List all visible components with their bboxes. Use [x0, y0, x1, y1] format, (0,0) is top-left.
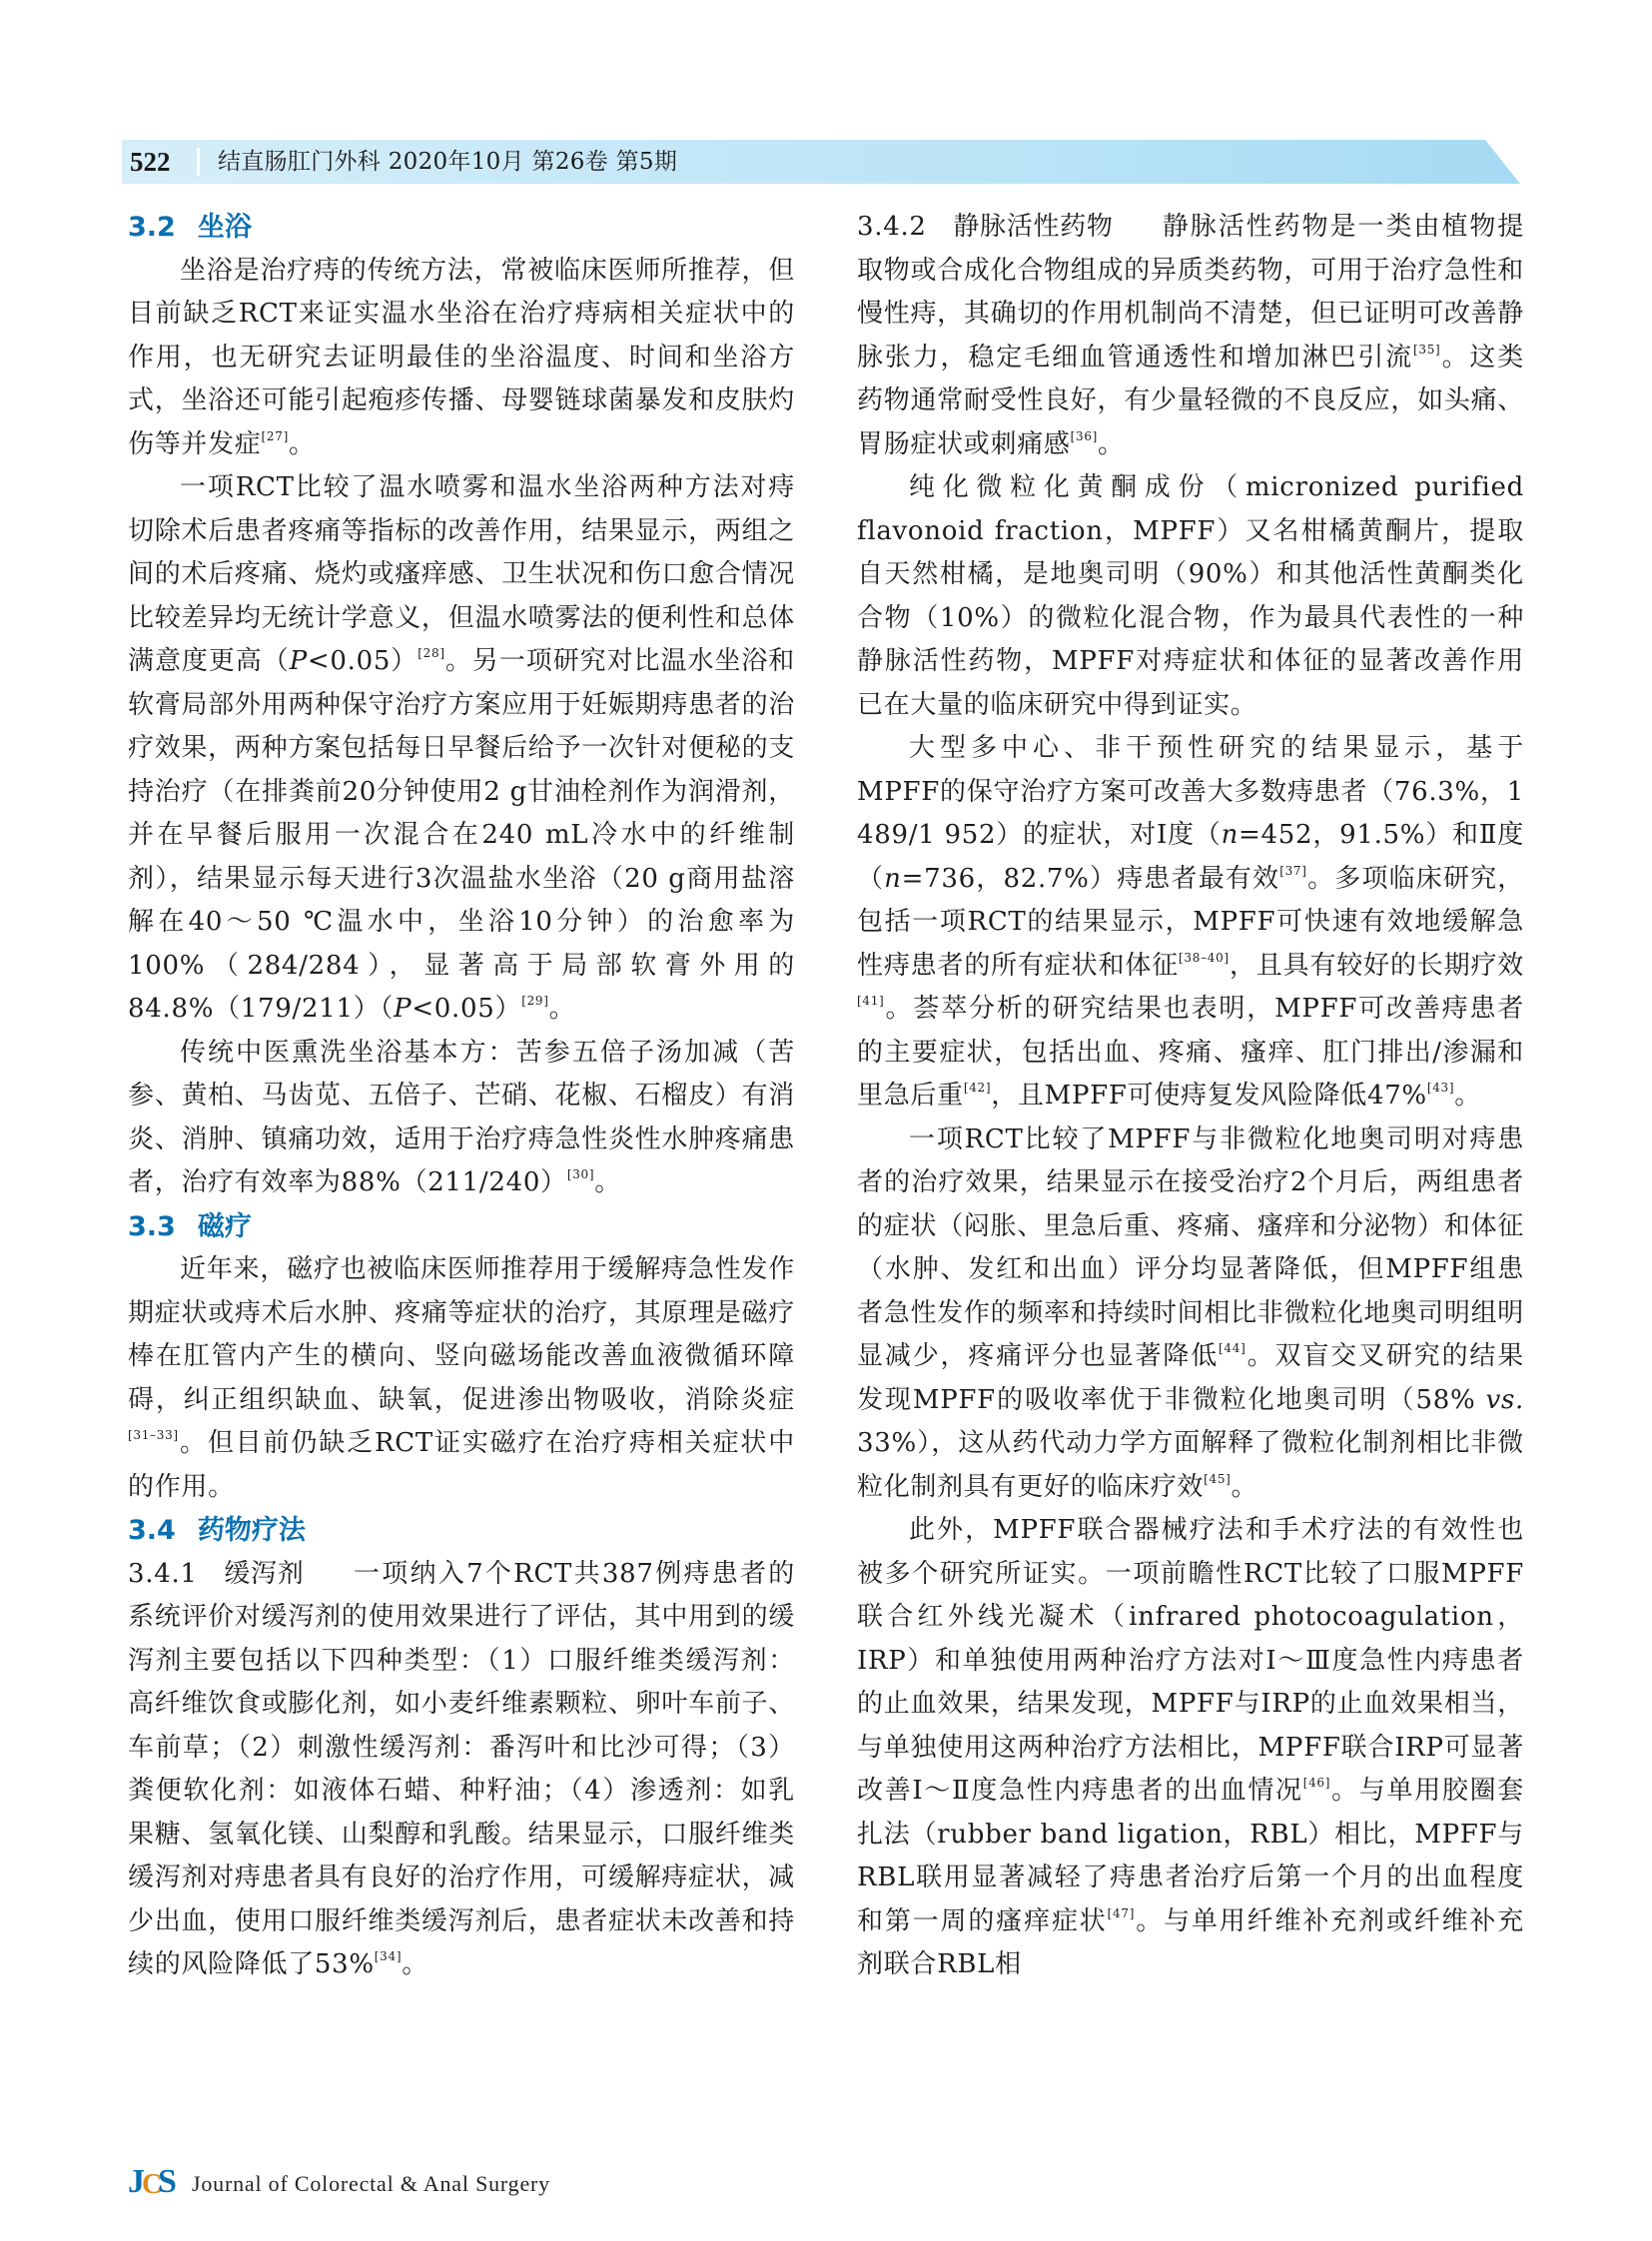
- paragraph-rct-sitz-bath: 一项RCT比较了温水喷雾和温水坐浴两种方法对痔切除术后患者疼痛等指标的改善作用，结果显示，两组之间的术后疼痛、烧灼或瘙痒感、卫生状况和伤口愈合情况比较差异均无统计学意义，但温水喷雾法的便利性和总体满意度更高（P<0.05）[28]。另一项研究对比温水坐浴和软膏局部外用两种保守治疗方案应用于妊娠期痔患者的治疗效果，两种方案包括每日早餐后给予一次针对便秘的支持治疗（在排粪前20分钟使用2 g甘油栓剂作为润滑剂，并在早餐后服用一次混合在240 mL冷水中的纤维制剂），结果显示每天进行3次温盐水坐浴（20 g商用盐溶解在40～50 ℃温水中，坐浴10分钟）的治愈率为100%（284/284），显著高于局部软膏外用的84.8%（179/211）（P<0.05）[29]。: [128, 472, 795, 1024]
- logo-letter-j: J: [128, 2163, 145, 2200]
- citation[interactable]: [45]: [1204, 1471, 1232, 1486]
- citation[interactable]: [34]: [374, 1949, 403, 1963]
- citation[interactable]: [37]: [1279, 863, 1307, 878]
- citation[interactable]: [41]: [857, 994, 885, 1008]
- page-number: 522: [130, 147, 171, 177]
- section-title: 坐浴: [197, 212, 252, 243]
- citation[interactable]: [42]: [963, 1081, 992, 1095]
- section-3-2-heading: [128, 206, 795, 250]
- citation[interactable]: [43]: [1426, 1081, 1455, 1095]
- paragraph-venoactive-drugs: 3.4.2 静脉活性药物 静脉活性药物是一类由植物提取物或合成化合物组成的异质类药物，可用于治疗急性和慢性痔，其确切的作用机制尚不清楚，但已证明可改善静脉张力，稳定毛细血管通透性和增加淋巴引流[35]。这类药物通常耐受性良好，有少量轻微的不良反应，如头痛、胃肠症状或刺痛感[36]。: [857, 206, 1524, 466]
- subsection-3-4-1-title: 3.4.1 缓泻剂: [128, 1558, 305, 1589]
- section-title: 磁疗: [197, 1210, 252, 1242]
- logo-letter-c: C: [142, 2169, 163, 2200]
- citation[interactable]: [38–40]: [1179, 950, 1230, 965]
- section-number: 3.4: [128, 1515, 176, 1546]
- citation[interactable]: [44]: [1219, 1341, 1246, 1355]
- paragraph-tcm-sitz-bath: 传统中医熏洗坐浴基本方：苦参五倍子汤加减（苦参、黄柏、马齿苋、五倍子、芒硝、花椒、石榴皮）有消炎、消肿、镇痛功效，适用于治疗痔急性炎性水肿疼痛患者，治疗有效率为88%（211/240）[30]。: [128, 1037, 795, 1197]
- paragraph-mpff-studies: 大型多中心、非干预性研究的结果显示，基于MPFF的保守治疗方案可改善大多数痔患者（76.3%，1 489/1 952）的症状，对Ⅰ度（n=452，91.5%）和Ⅱ度（n=736，82.7%）痔患者最有效[37]。多项临床研究，包括一项RCT的结果显示，MPFF可快速有效地缓解急性痔患者的所有症状和体征[38–40]，且具有较好的长期疗效[41]。荟萃分析的研究结果也表明，MPFF可改善痔患者的主要症状，包括出血、疼痛、瘙痒、肛门排出/渗漏和里急后重[42]，且MPFF可使痔复发风险降低47%[43]。: [857, 733, 1525, 1111]
- section-3-3-heading: [128, 1205, 795, 1249]
- journal-logo: [128, 2163, 184, 2205]
- left-column: [128, 206, 795, 1987]
- section-number: 3.2: [128, 212, 176, 243]
- paragraph-magnetic-therapy: 近年来，磁疗也被临床医师推荐用于缓解痔急性发作期症状或痔术后水肿、疼痛等症状的治疗，其原理是磁疗棒在肛管内产生的横向、竖向磁场能改善血液微循环障碍，纠正组织缺血、缺氧，促进渗出物吸收，消除炎症[31–33]。但目前仍缺乏RCT证实磁疗在治疗痔相关症状中的作用。: [128, 1254, 795, 1502]
- right-column: [857, 206, 1524, 1987]
- paragraph-mpff-definition: 纯化微粒化黄酮成份（micronized purified flavonoid fraction，MPFF）又名柑橘黄酮片，提取自天然柑橘，是地奥司明（90%）和其他活性黄酮类化合物（10%）的微粒化混合物，作为最具代表性的一种静脉活性药物，MPFF对痔症状和体征的显著改善作用已在大量的临床研究中得到证实。: [857, 472, 1524, 720]
- journal-english-name: Journal of Colorectal & Anal Surgery: [192, 2171, 550, 2196]
- header-divider: [197, 148, 200, 176]
- paragraph-mpff-vs-diosmin: 一项RCT比较了MPFF与非微粒化地奥司明对痔患者的治疗效果，结果显示在接受治疗2个月后，两组患者的症状（闷胀、里急后重、疼痛、瘙痒和分泌物）和体征（水肿、发红和出血）评分均显著降低，但MPFF组患者急性发作的频率和持续时间相比非微粒化地奥司明组明显减少，疼痛评分也显著降低[44]。双盲交叉研究的结果发现MPFF的吸收率优于非微粒化地奥司明（58% vs. 33%），这从药代动力学方面解释了微粒化制剂相比非微粒化制剂具有更好的临床疗效[45]。: [857, 1123, 1524, 1502]
- paragraph-sitz-bath-intro: 坐浴是治疗痔的传统方法，常被临床医师所推荐，但目前缺乏RCT来证实温水坐浴在治疗痔病相关症状中的作用，也无研究去证明最佳的坐浴温度、时间和坐浴方式，坐浴还可能引起疱疹传播、母婴链球菌暴发和皮肤灼伤等并发症[27]。: [128, 255, 795, 459]
- citation[interactable]: [27]: [261, 428, 289, 443]
- logo-letter-s: S: [158, 2163, 177, 2200]
- paragraph-mpff-combination: 此外，MPFF联合器械疗法和手术疗法的有效性也被多个研究所证实。一项前瞻性RCT比较了口服MPFF联合红外线光凝术（infrared photocoagulation，IRP）和单独使用两种治疗方法对Ⅰ～Ⅲ度急性内痔患者的止血效果，结果发现，MPFF与IRP的止血效果相当，与单独使用这两种治疗方法相比，MPFF联合IRP可显著改善Ⅰ～Ⅱ度急性内痔患者的出血情况[46]。与单用胶圈套扎法（rubber band ligation，RBL）相比，MPFF与RBL联用显著减轻了痔患者治疗后第一个月的出血程度和第一周的瘙痒症状[47]。与单用纤维补充剂或纤维补充剂联合RBL相: [857, 1515, 1525, 1979]
- citation[interactable]: [30]: [566, 1167, 595, 1181]
- page-footer: [128, 2161, 927, 2207]
- citation[interactable]: [31–33]: [128, 1428, 179, 1442]
- section-number: 3.3: [128, 1210, 176, 1242]
- citation[interactable]: [28]: [417, 646, 445, 660]
- section-3-4-heading: [128, 1509, 795, 1553]
- journal-issue-line: 结直肠肛门外科 2020年10月 第26卷 第5期: [218, 149, 678, 175]
- citation[interactable]: [36]: [1070, 428, 1099, 443]
- citation[interactable]: [47]: [1107, 1905, 1136, 1920]
- section-title: 药物疗法: [197, 1515, 306, 1546]
- citation[interactable]: [35]: [1413, 342, 1441, 357]
- citation[interactable]: [46]: [1302, 1776, 1331, 1790]
- paragraph-laxatives: 3.4.1 缓泻剂 一项纳入7个RCT共387例痔患者的系统评价对缓泻剂的使用效果进行了评估，其中用到的缓泻剂主要包括以下四种类型：（1）口服纤维类缓泻剂：高纤维饮食或膨化剂，如小麦纤维素颗粒、卵叶车前子、车前草；（2）刺激性缓泻剂：番泻叶和比沙可得；（3）粪便软化剂：如液体石蜡、种籽油；（4）渗透剂：如乳果糖、氢氧化镁、山梨醇和乳酸。结果显示，口服纤维类缓泻剂对痔患者具有良好的治疗作用，可缓解痔症状，减少出血，使用口服纤维类缓泻剂后，患者症状未改善和持续的风险降低了53%[34]。: [128, 1553, 795, 1987]
- citation[interactable]: [29]: [521, 994, 549, 1008]
- subsection-3-4-2-title: 3.4.2 静脉活性药物: [857, 212, 1114, 242]
